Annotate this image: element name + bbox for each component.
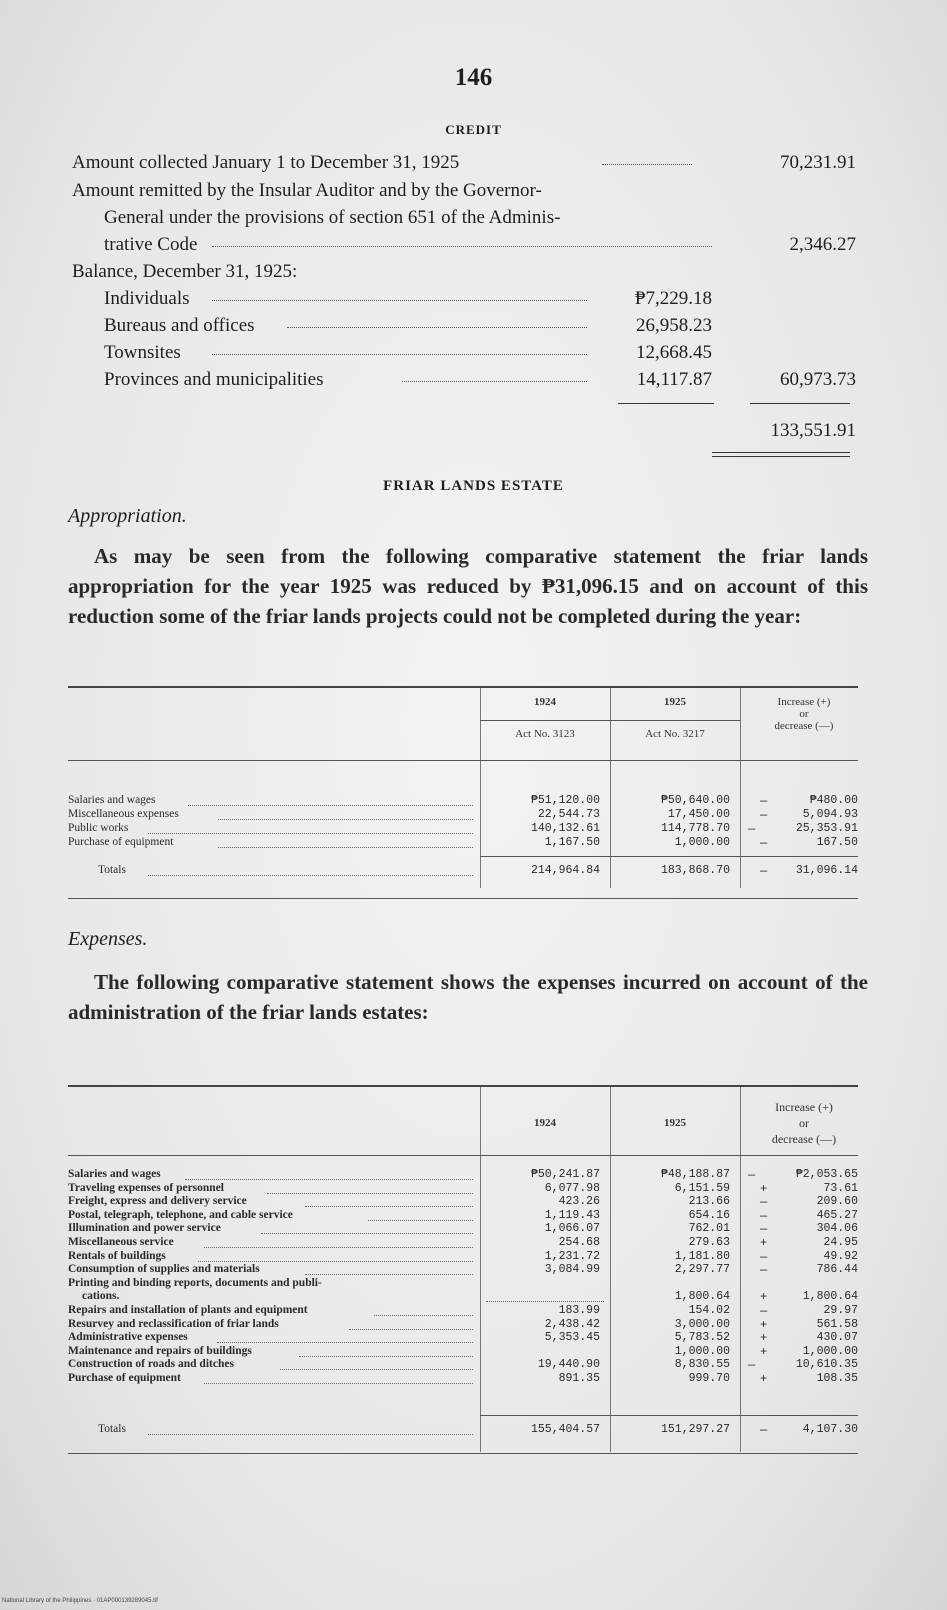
table-cell: ₱50,241.87 <box>530 1168 600 1181</box>
table-cell: ₱480.00 <box>809 794 858 807</box>
table-total-cell: 183,868.70 <box>660 864 730 877</box>
credit-subamount: 12,668.45 <box>636 342 712 363</box>
sign-cell: + <box>760 1290 768 1305</box>
table-cell: 3,000.00 <box>674 1317 730 1331</box>
table-cell: ₱51,120.00 <box>530 794 600 807</box>
totals-rule <box>480 856 858 857</box>
table-cell: 114,778.70 <box>660 822 730 835</box>
col-header-1924: 1924 <box>534 1117 556 1129</box>
table-row-label: Administrative expenses <box>68 1331 188 1344</box>
col-header-line: decrease (—) <box>774 720 834 732</box>
credit-amount: 70,231.91 <box>780 152 856 173</box>
leader-dots <box>188 805 473 806</box>
table-cell: 22,544.73 <box>537 808 600 821</box>
table-cell: 891.35 <box>558 1372 600 1385</box>
leader-dots <box>218 819 473 820</box>
table-row-label: Traveling expenses of personnel <box>68 1181 224 1194</box>
table-row-label: Rentals of buildings <box>68 1249 166 1262</box>
table-cell: 183.99 <box>558 1304 600 1317</box>
leader-dots <box>267 1193 473 1194</box>
sign-cell: — <box>760 1249 768 1264</box>
table-row-label: Salaries and wages <box>68 1168 161 1180</box>
leader-dots <box>204 1383 473 1384</box>
table-row-label: Postal, telegraph, telephone, and cable service <box>68 1208 293 1221</box>
leader-dots <box>212 300 587 301</box>
col-header-line: or <box>799 1116 809 1130</box>
table-cell: 209.60 <box>816 1195 858 1209</box>
table-cell: 5,783.52 <box>674 1331 730 1345</box>
expenses-table <box>68 1085 868 1465</box>
table-cell: ₱2,053.65 <box>795 1168 858 1181</box>
leader-dots <box>212 354 587 355</box>
table-cell: 465.27 <box>816 1208 858 1222</box>
sign-cell: — <box>760 864 768 878</box>
credit-label: Townsites <box>104 342 181 363</box>
credit-subamount: ₱7,229.18 <box>634 288 712 309</box>
leader-dots <box>287 327 587 328</box>
table-row-label: Consumption of supplies and materials <box>68 1263 260 1276</box>
table-cell: ₱48,188.87 <box>660 1168 730 1181</box>
credit-total-row <box>72 418 862 444</box>
table-cell: 8,830.55 <box>674 1358 730 1372</box>
leader-dots <box>148 875 473 876</box>
col-header-line: decrease (—) <box>771 1132 837 1146</box>
sign-cell: — <box>760 808 768 822</box>
leader-dots <box>305 1274 473 1275</box>
leader-dots <box>280 1369 473 1370</box>
table-cell: 1,000.00 <box>802 1344 858 1358</box>
leader-dots <box>148 833 473 834</box>
credit-heading: CREDIT <box>445 122 502 137</box>
table-cell: 1,000.00 <box>674 836 730 849</box>
table-cell: 786.44 <box>816 1263 858 1277</box>
table-cell: 254.68 <box>558 1236 600 1249</box>
table-total-cell: 151,297.27 <box>660 1423 730 1436</box>
appropriation-heading: Appropriation. <box>68 505 187 527</box>
sign-cell: — <box>760 1208 768 1223</box>
sign-cell: — <box>760 794 768 808</box>
credit-amount: 2,346.27 <box>789 234 856 255</box>
sign-cell: — <box>748 1358 756 1373</box>
table-cell: 49.92 <box>823 1249 858 1263</box>
table-bottom-rule <box>68 1453 858 1454</box>
table-total-label: Totals <box>98 864 126 876</box>
double-rule <box>712 456 850 457</box>
credit-subamount: 14,117.87 <box>636 369 712 390</box>
leader-dots <box>148 1434 473 1435</box>
column-rule <box>610 1087 611 1452</box>
appropriation-table <box>68 686 868 906</box>
table-cell: 1,000.00 <box>674 1344 730 1358</box>
table-cell: 29.97 <box>823 1304 858 1317</box>
leader-dots <box>374 1315 473 1316</box>
table-cell: 430.07 <box>816 1331 858 1345</box>
credit-row <box>72 340 862 366</box>
credit-label: Balance, December 31, 1925: <box>72 261 298 282</box>
table-cell: 213.66 <box>688 1195 730 1209</box>
sign-cell: — <box>760 1222 768 1237</box>
credit-label-line: trative Code <box>104 234 198 255</box>
leader-dots <box>212 246 712 247</box>
table-total-cell: 214,964.84 <box>530 864 600 877</box>
credit-row <box>72 232 862 258</box>
credit-row <box>72 259 862 285</box>
table-cell: 279.63 <box>688 1236 730 1249</box>
leader-dots <box>198 1261 473 1262</box>
table-cell: 2,297.77 <box>674 1263 730 1277</box>
table-cell: 1,167.50 <box>544 836 600 849</box>
sign-cell: + <box>760 1236 768 1250</box>
table-row-label: Freight, express and delivery service <box>68 1195 247 1208</box>
col-subheader-act: Act No. 3123 <box>515 728 575 740</box>
table-total-cell: 31,096.14 <box>795 864 858 877</box>
table-cell: 5,094.93 <box>802 808 858 821</box>
credit-subamount: 26,958.23 <box>636 315 712 336</box>
table-row-label-continued: cations. <box>82 1290 120 1303</box>
table-bottom-rule <box>68 898 858 899</box>
table-cell: 999.70 <box>688 1372 730 1385</box>
leader-dots <box>305 1206 473 1207</box>
table-row-label: Salaries and wages <box>68 794 156 806</box>
leader-dots <box>368 1220 473 1221</box>
table-row-label: Purchase of equipment <box>68 836 174 848</box>
table-cell: 1,066.07 <box>544 1222 600 1236</box>
appropriation-paragraph: As may be seen from the following comparative statement the friar lands appropriation for the year 1925 was reduced by ₱31,096.15 and on account of this reduction some of the friar lands projects could not be completed during the year: <box>68 544 868 628</box>
table-cell: 2,438.42 <box>544 1317 600 1331</box>
credit-row <box>72 205 862 231</box>
column-rule <box>610 688 611 888</box>
table-row-label: Illumination and power service <box>68 1222 221 1235</box>
credit-row <box>72 367 862 393</box>
sum-rule <box>618 403 714 404</box>
table-row-label: Public works <box>68 822 129 834</box>
table-cell: 1,800.64 <box>802 1290 858 1304</box>
sign-cell: + <box>760 1372 768 1386</box>
col-header-line: Increase (+) <box>777 696 831 708</box>
subheader-rule <box>480 720 740 721</box>
scan-footer: National Library of the Philippines · 01AP000139289045.tif <box>2 1598 158 1604</box>
credit-row <box>72 178 862 204</box>
page-number: 146 <box>454 64 493 91</box>
table-cell: 1,181.80 <box>674 1249 730 1263</box>
credit-label-line: General under the provisions of section 651 of the Adminis- <box>104 207 561 228</box>
double-rule <box>712 452 850 453</box>
table-row-label: Miscellaneous expenses <box>68 808 179 820</box>
credit-label: Individuals <box>104 288 190 309</box>
credit-row <box>72 313 862 339</box>
sign-cell: + <box>760 1181 768 1196</box>
column-rule <box>480 1087 481 1452</box>
table-cell: 154.02 <box>688 1304 730 1317</box>
table-cell: 73.61 <box>823 1181 858 1195</box>
leader-dots <box>602 164 692 165</box>
sign-cell: + <box>760 1331 768 1346</box>
credit-label: Provinces and municipalities <box>104 369 324 390</box>
col-header-line: or <box>799 708 809 720</box>
table-cell: 423.26 <box>558 1195 600 1209</box>
sign-cell: — <box>760 1195 768 1210</box>
col-header-change <box>740 696 868 732</box>
sign-cell: + <box>760 1344 768 1359</box>
sign-cell: — <box>760 1304 768 1318</box>
table-cell: 140,132.61 <box>530 822 600 835</box>
table-cell: 24.95 <box>823 1236 858 1249</box>
leader-dots <box>204 1247 473 1248</box>
credit-total: 133,551.91 <box>770 420 856 441</box>
sign-cell: — <box>760 836 768 850</box>
leader-dots <box>402 381 587 382</box>
leader-dots <box>217 1342 473 1343</box>
table-cell: 6,077.98 <box>544 1181 600 1195</box>
table-cell: 654.16 <box>688 1208 730 1222</box>
leader-dots <box>218 847 473 848</box>
table-cell: 167.50 <box>816 836 858 849</box>
table-cell: 17,450.00 <box>667 808 730 821</box>
table-total-cell: 155,404.57 <box>530 1423 600 1436</box>
section-title: FRIAR LANDS ESTATE <box>383 478 564 494</box>
expenses-paragraph: The following comparative statement shows the expenses incurred on account of the administration of the friar lands estates: <box>68 970 868 1024</box>
credit-amount: 60,973.73 <box>780 369 856 390</box>
table-row-label: Printing and binding reports, documents and publi- <box>68 1276 322 1289</box>
col-header-line: Increase (+) <box>775 1100 833 1114</box>
table-cell: 5,353.45 <box>544 1331 600 1345</box>
sign-cell: — <box>760 1423 768 1437</box>
table-row-label: Miscellaneous service <box>68 1236 174 1248</box>
table-cell: 25,353.91 <box>795 822 858 835</box>
leader-dots <box>486 1301 604 1302</box>
table-cell: ₱50,640.00 <box>660 794 730 807</box>
col-header-1925: 1925 <box>664 696 686 708</box>
sign-cell: — <box>748 1168 756 1182</box>
table-row-label: Repairs and installation of plants and equipment <box>68 1304 308 1316</box>
col-header-change <box>740 1099 868 1147</box>
table-cell: 6,151.59 <box>674 1181 730 1195</box>
leader-dots <box>349 1329 473 1330</box>
table-total-cell: 4,107.30 <box>802 1423 858 1436</box>
table-cell: 19,440.90 <box>537 1358 600 1372</box>
header-bottom-rule <box>68 1155 858 1156</box>
leader-dots <box>299 1356 473 1357</box>
table-row-label: Maintenance and repairs of buildings <box>68 1344 252 1357</box>
table-cell: 108.35 <box>816 1372 858 1385</box>
credit-label-line: Amount remitted by the Insular Auditor and by the Governor- <box>72 180 542 201</box>
credit-label: Bureaus and offices <box>104 315 255 336</box>
table-row-label: Purchase of equipment <box>68 1372 181 1384</box>
table-cell: 561.58 <box>816 1317 858 1331</box>
totals-rule <box>480 1415 858 1416</box>
credit-label: Amount collected January 1 to December 31, 1925 <box>72 152 460 173</box>
credit-row <box>72 150 862 176</box>
expenses-heading: Expenses. <box>68 928 148 950</box>
table-cell: 1,119.43 <box>544 1208 600 1222</box>
col-header-1925: 1925 <box>664 1117 686 1129</box>
leader-dots <box>261 1233 473 1234</box>
col-header-1924: 1924 <box>534 696 556 708</box>
table-cell: 10,610.35 <box>795 1358 858 1372</box>
col-subheader-act: Act No. 3217 <box>645 728 705 740</box>
header-bottom-rule <box>68 760 858 761</box>
table-row-label: Construction of roads and ditches <box>68 1358 234 1371</box>
table-cell: 3,084.99 <box>544 1263 600 1277</box>
table-row-label: Resurvey and reclassification of friar lands <box>68 1317 279 1330</box>
sign-cell: — <box>760 1263 768 1278</box>
sign-cell: — <box>748 822 756 836</box>
credit-row <box>72 286 862 312</box>
sign-cell: + <box>760 1317 768 1332</box>
table-cell: 1,800.64 <box>674 1290 730 1304</box>
column-rule <box>480 688 481 888</box>
table-cell: 1,231.72 <box>544 1249 600 1263</box>
table-cell: 304.06 <box>816 1222 858 1236</box>
leader-dots <box>185 1179 473 1180</box>
table-total-label: Totals <box>98 1423 126 1435</box>
sum-rule <box>750 403 850 404</box>
table-cell: 762.01 <box>688 1222 730 1236</box>
